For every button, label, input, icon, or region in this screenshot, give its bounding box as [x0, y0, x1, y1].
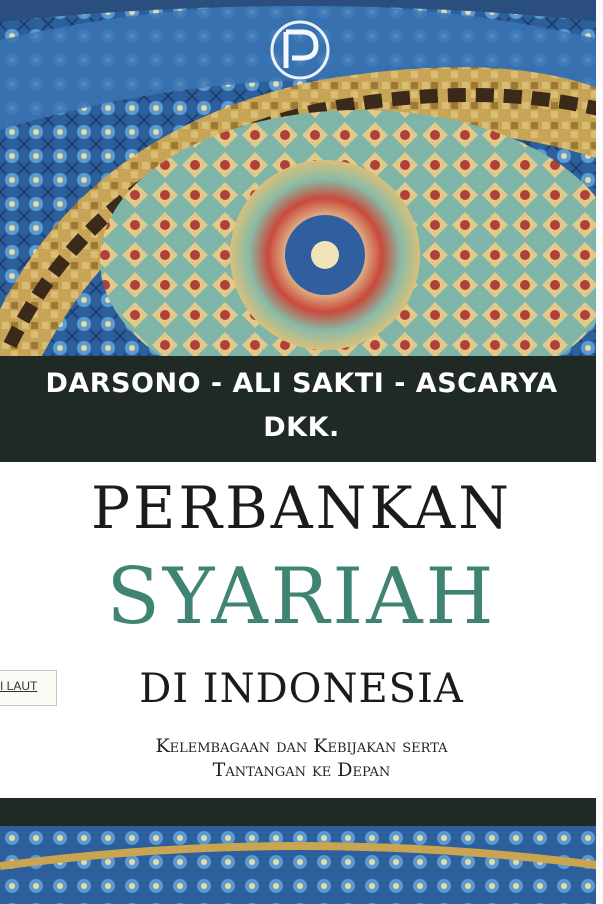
- bottom-dark-strip: [0, 798, 603, 828]
- authors-block: [0, 362, 603, 450]
- subtitle-block: [0, 734, 603, 782]
- library-sticker: [0, 670, 57, 706]
- subtitle-line-1: Kelembagaan dan Kebijakan serta: [155, 735, 448, 757]
- title-syariah: SYARIAH: [106, 552, 497, 642]
- authors-etal: DKK.: [263, 412, 340, 443]
- authors-line: DARSONO - ALI SAKTI - ASCARYA: [45, 368, 558, 399]
- library-sticker-text: I LAUT: [0, 679, 38, 693]
- mosque-tile-footer: [0, 826, 603, 904]
- title-di-indonesia: DI INDONESIA: [139, 666, 464, 712]
- title-perbankan: PERBANKAN: [91, 474, 512, 542]
- cover-right-edge: [596, 0, 603, 904]
- publisher-logo-icon: [262, 18, 338, 82]
- subtitle-line-2: Tantangan ke Depan: [212, 759, 391, 781]
